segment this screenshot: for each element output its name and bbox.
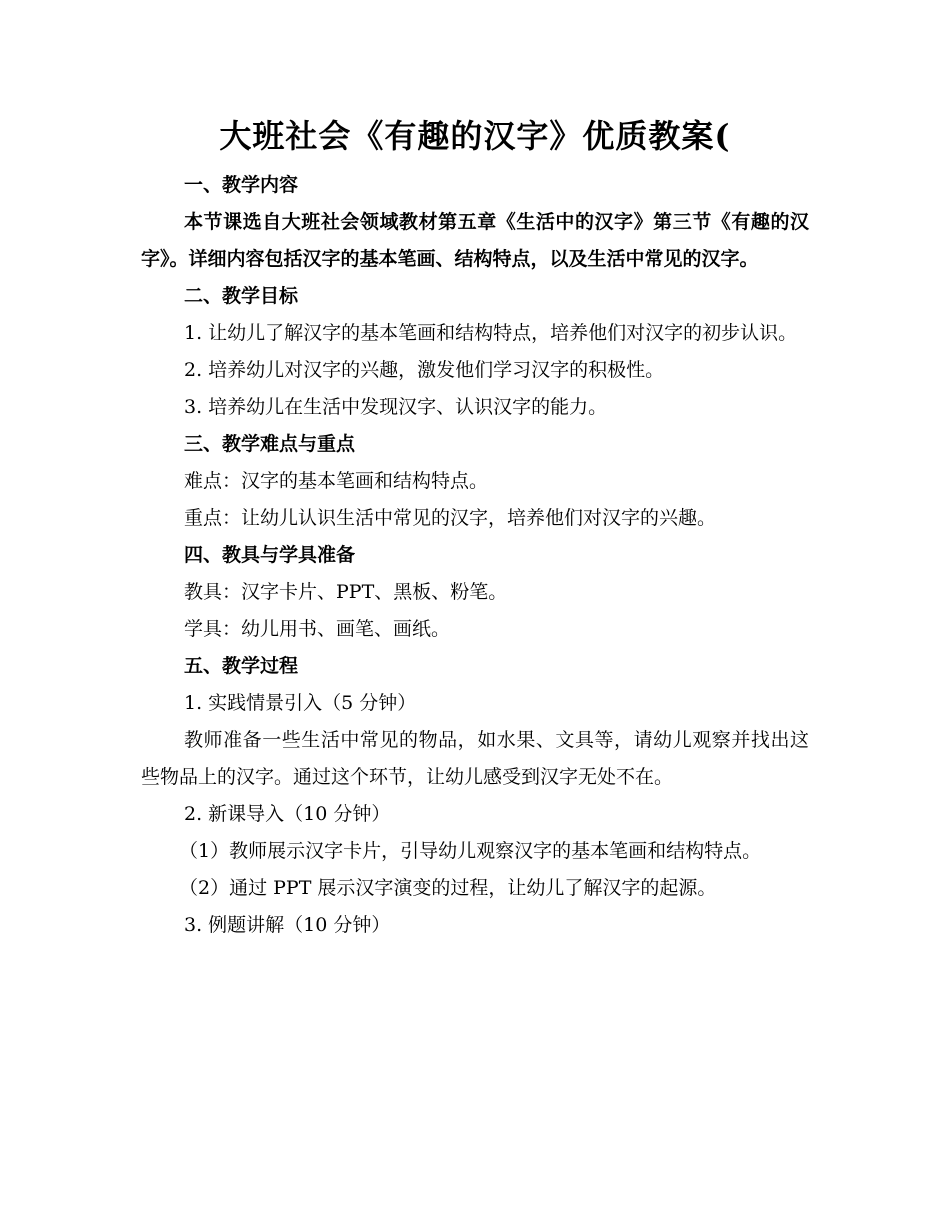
list-item: 1. 让幼儿了解汉字的基本笔画和结构特点，培养他们对汉字的初步认识。	[184, 322, 798, 344]
document-body	[141, 167, 809, 944]
list-item: （2）通过 PPT 展示汉字演变的过程，让幼儿了解汉字的起源。	[179, 877, 717, 899]
section-heading: 四、教具与学具准备	[184, 544, 356, 566]
list-item: （1）教师展示汉字卡片，引导幼儿观察汉字的基本笔画和结构特点。	[179, 840, 762, 862]
list-item: 2. 培养幼儿对汉字的兴趣，激发他们学习汉字的积极性。	[184, 359, 665, 381]
list-item: 3. 例题讲解（10 分钟）	[184, 914, 391, 936]
list-item: 1. 实践情景引入（5 分钟）	[184, 692, 417, 714]
section-heading: 五、教学过程	[184, 655, 299, 677]
document-title: 大班社会《有趣的汉字》优质教案(	[219, 117, 731, 155]
section-heading: 一、教学内容	[184, 174, 299, 196]
paragraph: 教具：汉字卡片、PPT、黑板、粉笔。	[184, 581, 508, 603]
paragraph: 学具：幼儿用书、画笔、画纸。	[184, 618, 451, 640]
paragraph: 本节课选自大班社会领域教材第五章《生活中的汉字》第三节《有趣的汉字》。详细内容包括汉字的基本笔画、结构特点，以及生活中常见的汉字。	[141, 211, 809, 270]
section-heading: 二、教学目标	[184, 285, 299, 307]
paragraph: 难点：汉字的基本笔画和结构特点。	[184, 470, 489, 492]
list-item: 3. 培养幼儿在生活中发现汉字、认识汉字的能力。	[184, 396, 608, 418]
paragraph: 教师准备一些生活中常见的物品，如水果、文具等，请幼儿观察并找出这些物品上的汉字。通过这个环节，让幼儿感受到汉字无处不在。	[141, 729, 809, 788]
paragraph: 重点：让幼儿认识生活中常见的汉字，培养他们对汉字的兴趣。	[184, 507, 717, 529]
list-item: 2. 新课导入（10 分钟）	[184, 803, 391, 825]
section-heading: 三、教学难点与重点	[184, 433, 356, 455]
